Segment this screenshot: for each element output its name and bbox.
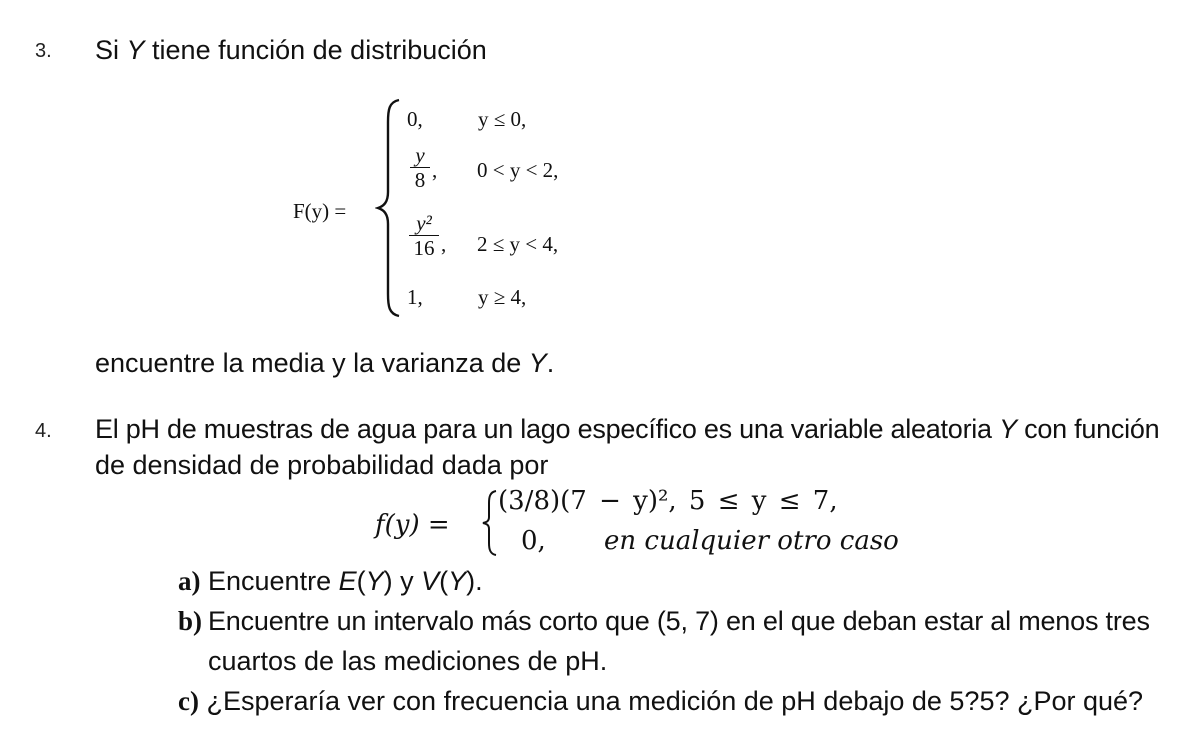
pdf-brace bbox=[480, 488, 500, 558]
fraction-numerator: y² bbox=[416, 211, 432, 235]
cdf-case-3-condition: 2 ≤ y < 4, bbox=[477, 232, 559, 256]
cdf-case-2-condition: 0 < y < 2, bbox=[477, 158, 559, 182]
pdf-case-2-condition: en cualquier otro caso bbox=[604, 526, 899, 556]
variable-y: Y bbox=[448, 566, 467, 596]
q3-closing-variable: Y bbox=[528, 348, 547, 378]
cdf-case-3-fraction bbox=[409, 212, 439, 259]
q3-closing-before: encuentre la media y la varianza de bbox=[95, 348, 529, 378]
item-b-label: b) bbox=[178, 606, 203, 636]
cdf-case-4-value: 1, bbox=[407, 285, 423, 309]
fraction-denominator: 8 bbox=[414, 168, 426, 192]
q3-text-before: Si bbox=[95, 35, 127, 65]
item-a-label: a) bbox=[178, 566, 201, 596]
paren: ( bbox=[439, 566, 449, 596]
item-c bbox=[178, 685, 1143, 717]
q3-variable: Y bbox=[126, 35, 145, 65]
pdf-case-1: (3/8)(7 − y)², 5 ≤ y ≤ 7, bbox=[498, 486, 838, 516]
q4-line1-variable: Y bbox=[999, 414, 1017, 444]
pdf-label: f(y) = bbox=[375, 510, 450, 540]
item-b-label-wrap bbox=[178, 605, 202, 637]
q3-text-after: tiene función de distribución bbox=[144, 35, 487, 65]
item-c-label: c) bbox=[178, 686, 199, 716]
cdf-case-4-condition: y ≥ 4, bbox=[478, 285, 527, 309]
question-3-closing bbox=[95, 347, 554, 379]
item-a-text: Encuentre bbox=[200, 566, 339, 596]
cdf-case-3-comma: , bbox=[441, 232, 447, 256]
item-c-text: ¿Esperaría ver con frecuencia una medición de pH debajo de 5?5? ¿Por qué? bbox=[198, 686, 1144, 716]
q4-line1-after: con función bbox=[1016, 414, 1160, 444]
paren-close: ). bbox=[466, 566, 483, 596]
variance-symbol: V bbox=[421, 566, 440, 596]
paren-and: ) y bbox=[383, 566, 422, 596]
question-4-line-1 bbox=[95, 413, 1159, 445]
pdf-case-2-value: 0, bbox=[521, 526, 546, 556]
item-b-line-2: cuartos de las mediciones de pH. bbox=[208, 646, 608, 676]
question-3-text bbox=[95, 34, 487, 66]
item-b-line-1: Encuentre un intervalo más corto que (5, 7) en el que deban estar al menos tres bbox=[208, 606, 1150, 636]
q3-closing-after: . bbox=[546, 348, 555, 378]
q4-line1-before: El pH de muestras de agua para un lago específico es una variable aleatoria bbox=[95, 414, 1000, 444]
question-4-line-2: de densidad de probabilidad dada por bbox=[95, 450, 549, 480]
cdf-case-2-comma: , bbox=[432, 158, 438, 182]
cdf-brace bbox=[375, 96, 405, 320]
paren: ( bbox=[356, 566, 366, 596]
expected-value-symbol: E bbox=[338, 566, 357, 596]
question-4-number: 4. bbox=[35, 420, 52, 442]
item-a bbox=[178, 565, 483, 597]
fraction-denominator: 16 bbox=[413, 236, 435, 260]
cdf-case-1-condition: y ≤ 0, bbox=[478, 107, 527, 131]
cdf-label: F(y) = bbox=[293, 199, 347, 223]
question-3-number: 3. bbox=[35, 40, 52, 62]
cdf-case-2-fraction bbox=[410, 144, 430, 191]
cdf-case-1-value: 0, bbox=[407, 107, 423, 131]
fraction-numerator: y bbox=[415, 143, 425, 167]
variable-y: Y bbox=[365, 566, 384, 596]
